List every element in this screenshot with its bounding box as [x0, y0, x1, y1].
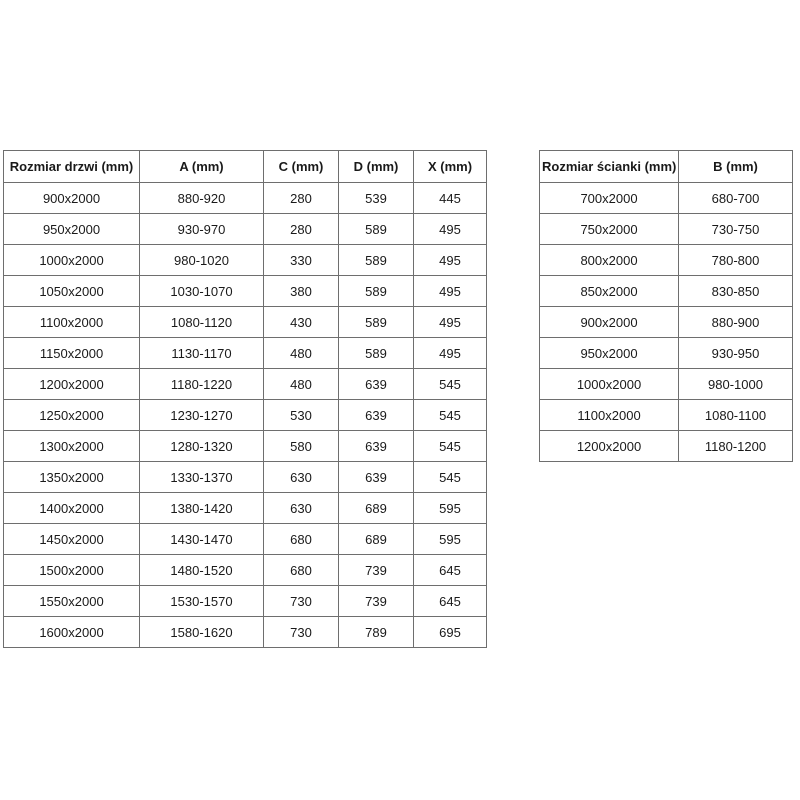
door-table-cell: 689 — [339, 524, 414, 555]
door-table-cell: 930-970 — [140, 214, 264, 245]
door-table-cell: 739 — [339, 555, 414, 586]
door-table-cell: 1250x2000 — [4, 400, 140, 431]
door-table-cell: 589 — [339, 245, 414, 276]
door-table-cell: 495 — [414, 338, 487, 369]
wall-table-cell: 680-700 — [679, 183, 793, 214]
table-row — [4, 369, 487, 400]
door-table-cell: 545 — [414, 400, 487, 431]
door-size-table-header — [4, 151, 487, 183]
door-table-cell: 950x2000 — [4, 214, 140, 245]
door-table-cell: 495 — [414, 214, 487, 245]
door-table-cell: 495 — [414, 276, 487, 307]
table-row — [4, 586, 487, 617]
door-table-cell: 1280-1320 — [140, 431, 264, 462]
table-row — [540, 183, 793, 214]
door-table-cell: 639 — [339, 431, 414, 462]
door-table-cell: 645 — [414, 586, 487, 617]
door-table-header-cell: Rozmiar drzwi (mm) — [4, 151, 140, 183]
table-header-row — [540, 151, 793, 183]
door-table-cell: 445 — [414, 183, 487, 214]
door-table-cell: 730 — [264, 617, 339, 648]
door-table-cell: 680 — [264, 555, 339, 586]
door-table-cell: 380 — [264, 276, 339, 307]
table-row — [540, 214, 793, 245]
door-table-cell: 480 — [264, 369, 339, 400]
door-table-cell: 639 — [339, 369, 414, 400]
door-table-cell: 1600x2000 — [4, 617, 140, 648]
wall-size-table-body — [540, 183, 793, 462]
table-row — [4, 524, 487, 555]
table-row — [540, 245, 793, 276]
wall-table-cell: 700x2000 — [540, 183, 679, 214]
table-row — [4, 245, 487, 276]
door-table-header-cell: D (mm) — [339, 151, 414, 183]
door-table-cell: 530 — [264, 400, 339, 431]
door-table-cell: 495 — [414, 245, 487, 276]
wall-table-cell: 980-1000 — [679, 369, 793, 400]
table-row — [4, 493, 487, 524]
wall-table-cell: 900x2000 — [540, 307, 679, 338]
door-table-cell: 430 — [264, 307, 339, 338]
door-table-cell: 1480-1520 — [140, 555, 264, 586]
door-table-cell: 630 — [264, 493, 339, 524]
table-row — [540, 276, 793, 307]
table-row — [540, 369, 793, 400]
table-row — [540, 307, 793, 338]
door-table-cell: 1100x2000 — [4, 307, 140, 338]
table-row — [540, 431, 793, 462]
door-table-header-cell: X (mm) — [414, 151, 487, 183]
door-table-cell: 680 — [264, 524, 339, 555]
wall-table-cell: 830-850 — [679, 276, 793, 307]
wall-table-cell: 750x2000 — [540, 214, 679, 245]
door-table-cell: 580 — [264, 431, 339, 462]
door-table-cell: 695 — [414, 617, 487, 648]
wall-table-cell: 930-950 — [679, 338, 793, 369]
door-table-cell: 1430-1470 — [140, 524, 264, 555]
table-row — [4, 431, 487, 462]
wall-table-cell: 950x2000 — [540, 338, 679, 369]
door-table-cell: 645 — [414, 555, 487, 586]
door-table-cell: 480 — [264, 338, 339, 369]
table-header-row — [4, 151, 487, 183]
door-table-cell: 1500x2000 — [4, 555, 140, 586]
wall-table-cell: 1000x2000 — [540, 369, 679, 400]
door-table-cell: 595 — [414, 493, 487, 524]
door-table-cell: 1150x2000 — [4, 338, 140, 369]
door-table-cell: 1330-1370 — [140, 462, 264, 493]
door-table-cell: 1200x2000 — [4, 369, 140, 400]
door-table-cell: 330 — [264, 245, 339, 276]
wall-table-header-cell: B (mm) — [679, 151, 793, 183]
door-table-cell: 280 — [264, 183, 339, 214]
wall-table-cell: 780-800 — [679, 245, 793, 276]
door-table-cell: 545 — [414, 431, 487, 462]
door-table-cell: 639 — [339, 400, 414, 431]
door-table-cell: 589 — [339, 307, 414, 338]
wall-table-cell: 850x2000 — [540, 276, 679, 307]
door-table-cell: 880-920 — [140, 183, 264, 214]
wall-table-cell: 1100x2000 — [540, 400, 679, 431]
door-table-cell: 595 — [414, 524, 487, 555]
wall-table-header-cell: Rozmiar ścianki (mm) — [540, 151, 679, 183]
door-table-cell: 739 — [339, 586, 414, 617]
door-table-header-cell: A (mm) — [140, 151, 264, 183]
door-table-cell: 689 — [339, 493, 414, 524]
table-row — [540, 400, 793, 431]
table-row — [4, 338, 487, 369]
door-table-cell: 630 — [264, 462, 339, 493]
door-table-cell: 1180-1220 — [140, 369, 264, 400]
door-table-cell: 1380-1420 — [140, 493, 264, 524]
door-table-cell: 1350x2000 — [4, 462, 140, 493]
door-table-cell: 1130-1170 — [140, 338, 264, 369]
wall-table-cell: 730-750 — [679, 214, 793, 245]
door-table-cell: 789 — [339, 617, 414, 648]
wall-table-cell: 800x2000 — [540, 245, 679, 276]
door-table-cell: 1450x2000 — [4, 524, 140, 555]
table-row — [4, 276, 487, 307]
door-table-cell: 589 — [339, 214, 414, 245]
door-table-header-cell: C (mm) — [264, 151, 339, 183]
wall-size-table — [539, 150, 793, 462]
door-table-cell: 980-1020 — [140, 245, 264, 276]
door-table-cell: 639 — [339, 462, 414, 493]
door-table-cell: 589 — [339, 338, 414, 369]
table-row — [4, 400, 487, 431]
table-row — [4, 617, 487, 648]
door-size-table-body — [4, 183, 487, 648]
door-table-cell: 545 — [414, 369, 487, 400]
wall-size-table-header — [540, 151, 793, 183]
door-table-cell: 1550x2000 — [4, 586, 140, 617]
wall-table-cell: 1080-1100 — [679, 400, 793, 431]
door-table-cell: 589 — [339, 276, 414, 307]
table-row — [4, 462, 487, 493]
door-table-cell: 1050x2000 — [4, 276, 140, 307]
door-table-cell: 1580-1620 — [140, 617, 264, 648]
door-table-cell: 545 — [414, 462, 487, 493]
door-table-cell: 539 — [339, 183, 414, 214]
door-table-cell: 495 — [414, 307, 487, 338]
door-table-cell: 1030-1070 — [140, 276, 264, 307]
table-row — [4, 214, 487, 245]
wall-table-cell: 880-900 — [679, 307, 793, 338]
door-table-cell: 1230-1270 — [140, 400, 264, 431]
door-table-cell: 1080-1120 — [140, 307, 264, 338]
door-table-cell: 1300x2000 — [4, 431, 140, 462]
wall-table-cell: 1180-1200 — [679, 431, 793, 462]
table-row — [4, 307, 487, 338]
table-row — [4, 183, 487, 214]
door-table-cell: 730 — [264, 586, 339, 617]
door-table-cell: 1400x2000 — [4, 493, 140, 524]
door-table-cell: 900x2000 — [4, 183, 140, 214]
door-size-table — [3, 150, 487, 648]
door-table-cell: 1000x2000 — [4, 245, 140, 276]
wall-table-cell: 1200x2000 — [540, 431, 679, 462]
door-table-cell: 1530-1570 — [140, 586, 264, 617]
table-row — [4, 555, 487, 586]
door-table-cell: 280 — [264, 214, 339, 245]
table-row — [540, 338, 793, 369]
